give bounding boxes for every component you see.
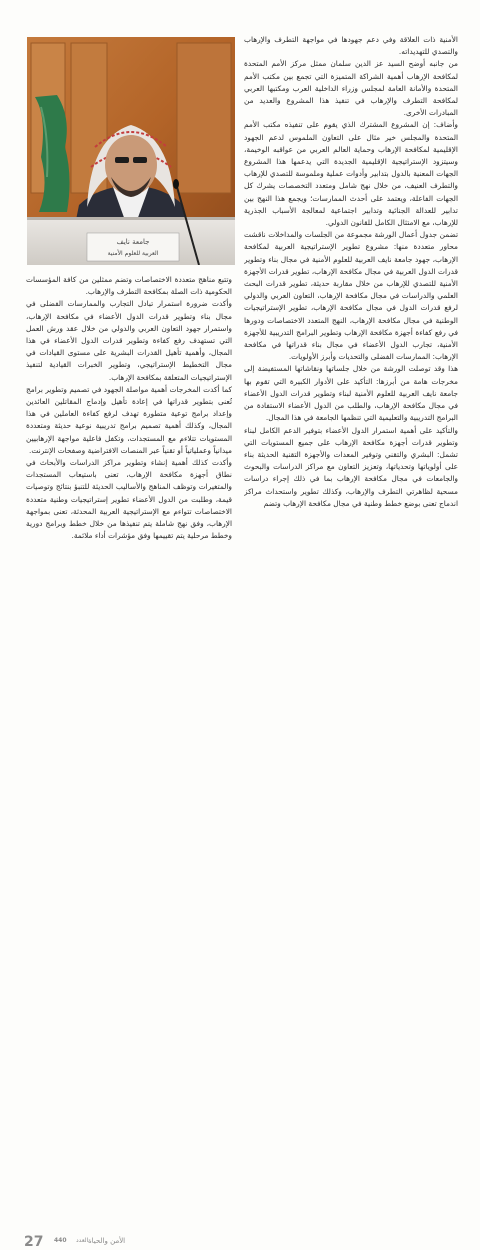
- speaker-photo-illustration: [27, 37, 235, 265]
- paragraph: وأضاف: إن المشروع المشترك الذي يقوم على تنفيذه مكتب الأمم المتحدة والمجلس خير مثال على التعاون الملموس لدعم الجهود الإقليمية لمكافحة الإرهاب وحماية العالم العربي من عواقبه الوخيمة، وسيتزود الإستراتيجية الإقليمية الجديدة التي يدعمها هذا المشروع الجهات المعنية بالدول بتدابير وأدوات عملية وملموسة للتصدي للإرهاب والتطرف العنيف، من خلال نهج شامل ومتعدد التخصصات يشرك كل الجهات الفاعلة، ويعتمد على أحدث الممارسات؛ ويجمع هذا النهج بين تدابير للعدالة الجنائية وتدابير اجتماعية لمعالجة الأسباب الجذرية للإرهاب، مع الامتثال الكامل للقانون الدولي.: [244, 120, 458, 228]
- article-column-left: [26, 274, 232, 612]
- paragraph: من جانبه أوضح السيد عز الدين سلمان ممثل مركز الأمم المتحدة لمكافحة الإرهاب أهمية الشراكة المتميزة التي تجمع بين مكتب الأمم المتحدة والأمانة العامة لمجلس وزراء الداخلية العرب ومكتبها العربي لمكافحة التطرف والإرهاب في تنفيذ هذا المشروع والعديد من المبادرات الأخرى.: [244, 59, 458, 118]
- paragraph: وتتبع مناهج متعددة الاختصاصات وتضم ممثلين من كافة المؤسسات الحكومية ذات الصلة بمكافحة التطرف والإرهاب.: [26, 275, 232, 297]
- issue-number: 440: [54, 1237, 67, 1244]
- paragraph: تضمن جدول أعمال الورشة مجموعة من الجلسات والمداخلات ناقشت محاور متعددة منها: مشروع تطوير الإستراتيجية العربية لمكافحة الإرهاب، جهود جامعة نايف العربية للعلوم الأمنية في مجال بناء وتطوير قدرات الدول العربية في مجال مكافحة الإرهاب، تطوير قدرات الأجهزة الأمنية للتصدي للإرهاب من خلال مقاربة حديثة، تطوير قدرات البحث العلمي والدراسات في مجال مكافحة الإرهاب، التعاون العربي والدولي لرفع قدرات الدول في مجال مكافحة الإرهاب، تطوير الإستراتيجيات الوطنية في مجال مكافحة الإرهاب، النهج المتعدد الاختصاصات ودورها في رفع كفاءة أجهزة مكافحة الإرهاب وتطوير البرامج التدريبية للأجهزة الأمنية، تجارب الدول الأعضاء في مجال بناء قدراتها في مكافحة الإرهاب: الممارسات الفضلى والتحديات وأبرز الأولويات.: [244, 230, 458, 362]
- article-photo: [27, 37, 235, 265]
- issue-label: العدد: [76, 1237, 89, 1244]
- paragraph: الأمنية ذات العلاقة وفي دعم جهودها في مواجهة التطرف والإرهاب والتصدي للتهديداته.: [244, 35, 458, 57]
- article-column-right: [244, 34, 458, 602]
- paragraph: هذا وقد توصلت الورشة من خلال جلساتها ونقاشاتها المستفيضة إلى مخرجات هامة من أبرزها: التأكيد على الأدوار الكبيرة التي تقوم بها جامعة نايف العربية للعلوم الأمنية لبناء وتطوير قدرات الدول الأعضاء في مجال مكافحة الإرهاب، والطلب من الدول الأعضاء الاستفادة من البرامج التدريبية والتعليمية التي تنظمها الجامعة في هذا المجال.: [244, 364, 458, 423]
- nameplate-line2: العربية للعلوم الأمنية: [107, 250, 159, 257]
- paragraph: كما أكدت المخرجات أهمية مواصلة الجهود في تصميم وتطوير برامج تُعنى بتطوير قدراتها في إعادة تأهيل وإدماج المقاتلين العائدين وإعداد برامج توعية متطورة تهدف لرفع كفاءة العاملين في هذا المجال، وكذلك أهمية تصميم برامج تدريبية نوعية حديثة ومتعددة المستويات تتلاءم مع المستجدات، وتكفل فاعلية مواجهة الإرهابيين ميدانياً وعملياتياً أو تقنياً عبر المنصات الافتراضية وصفحات الإنترنت.: [26, 384, 232, 455]
- magazine-title: الأمن والحياة: [88, 1237, 126, 1245]
- paragraph: وأكدت ضرورة استمرار تبادل التجارب والممارسات الفضلى في مجال بناء وتطوير قدرات الدول الأعضاء في مكافحة الإرهاب، واستمرار جهود التعاون العربي والدولي من خلال عقد ورش العمل التي تستهدف رفع كفاءة وتطوير قدرات الدول الأعضاء في هذا المجال، وأهمية تأهيل القدرات البشرية على مستوى القيادات في مجال التخطيط الإستراتيجي، وتطوير الخبرات القيادية لتنفيذ الإستراتيجيات المتعلقة بمكافحة الإرهاب.: [26, 299, 232, 382]
- paragraph: والتأكيد على أهمية استمرار الدول الأعضاء بتوفير الدعم الكامل لبناء وتطوير قدرات أجهزة مكافحة الإرهاب على جميع المستويات التي تشمل: البشري والتقني وتوفير المعدات والأجهزة التقنية الحديثة بناء على أولوياتها وتحدياتها، وتعزيز التعاون مع مراكز الدراسات والبحوث والجامعات في مجال مكافحة الإرهاب بما في ذلك إجراء دراسات مسحية لظاهرتي التطرف والإرهاب، وكذلك تطوير واستحداث مراكز اندماج تعنى بوضع خطط وطنية في مجال مكافحة الإرهاب وتضم: [244, 425, 458, 508]
- nameplate-line1: جامعة نايف: [116, 238, 150, 246]
- page-footer: [0, 614, 480, 1250]
- page-number: 27: [24, 1234, 44, 1250]
- paragraph: وأكدت كذلك أهمية إنشاء وتطوير مراكز الدراسات والأبحاث في نطاق أجهزة مكافحة الإرهاب، تعنى باستيعاب المستجدات والمتغيرات وتوظف المناهج والأساليب الحديثة للتنبؤ بنتائج وتوصيات قيمة، وطلبت من الدول الأعضاء تطوير إستراتيجيات وطنية متعددة الاختصاصات تتواءم مع الإستراتيجية العربية المحدثة، تعنى بمواجهة الإرهاب، وفق نهج شاملة يتم تنفيذها من خلال خطط وبرامج دورية وخطط مرحلية يتم تقييمها وفق مؤشرات أداء ملائمة.: [26, 458, 232, 541]
